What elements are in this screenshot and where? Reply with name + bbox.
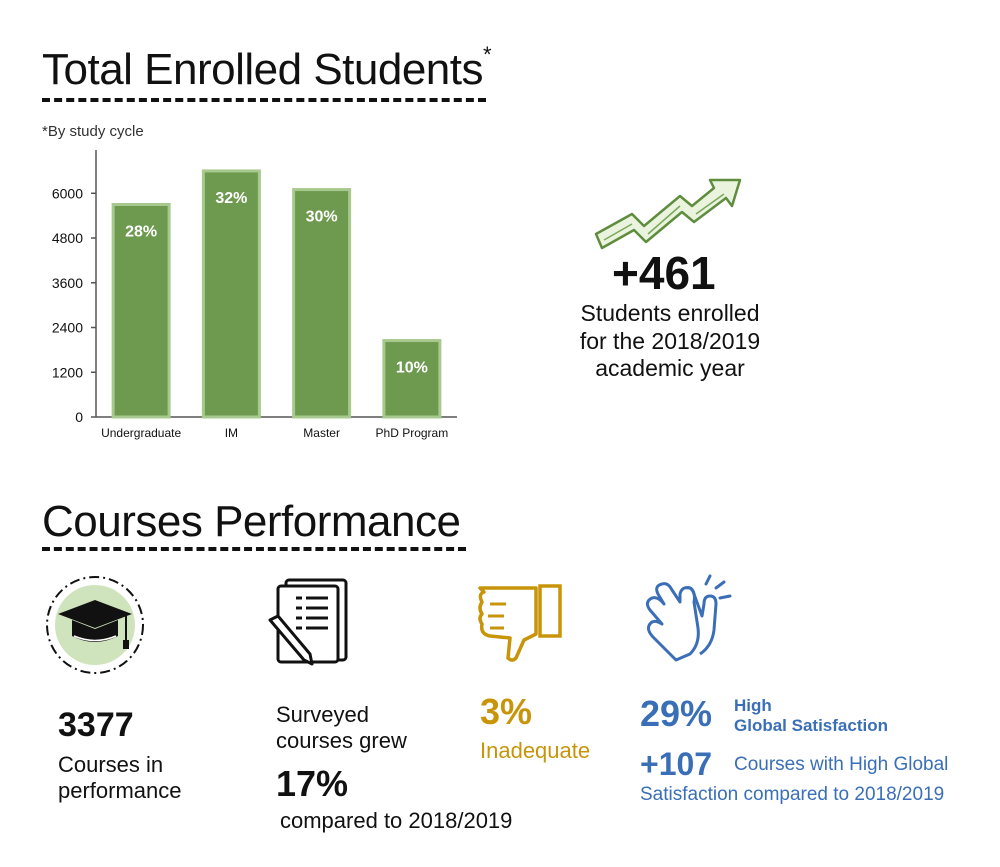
enrolled-title-divider (42, 98, 486, 102)
increase-line-1: Students enrolled (580, 300, 760, 326)
y-tick-label: 2400 (51, 319, 83, 336)
bar-data-label: 10% (395, 359, 428, 377)
enrolled-title-mark: * (483, 42, 492, 67)
increase-description (560, 300, 780, 383)
satisfaction-label-1: High (734, 696, 772, 715)
thumbs-down-icon (476, 582, 566, 666)
inadequate-label: Inadequate (480, 738, 591, 763)
courses-total-line-1: Courses in (58, 752, 164, 777)
satisfaction-label-2: Global Satisfaction (734, 716, 888, 736)
y-tick-label: 1200 (51, 364, 83, 381)
increase-line-2: for the 2018/2019 (579, 327, 761, 354)
y-tick-label: 0 (75, 409, 83, 425)
inadequate-value: 3% (480, 691, 533, 732)
y-tick-label: 4800 (51, 230, 83, 247)
y-tick-label: 3600 (51, 274, 83, 291)
surveyed-comparison: compared to 2018/2019 (280, 808, 513, 833)
increase-value: +461 (612, 247, 716, 299)
bar-data-label: 30% (305, 208, 338, 226)
courses-title-divider (42, 547, 466, 551)
document-pen-icon (264, 574, 360, 666)
satisfaction-increase-value: +107 (640, 746, 713, 782)
x-tick-label: Undergraduate (101, 426, 182, 440)
bar (384, 341, 440, 417)
satisfaction-increase-line-2: Satisfaction compared to 2018/2019 (640, 784, 945, 805)
satisfaction-value: 29% (640, 693, 713, 734)
bar-data-label: 28% (125, 223, 158, 241)
courses-total-description (58, 752, 182, 805)
enrolled-title-text: Total Enrolled Students (42, 45, 484, 94)
bar-data-label: 32% (215, 189, 248, 207)
y-tick-label: 6000 (51, 185, 83, 202)
surveyed-value: 17% (276, 763, 349, 804)
bar (203, 171, 259, 417)
enrollment-bar-chart (0, 140, 480, 450)
increase-line-3: academic year (595, 355, 745, 382)
surveyed-description (276, 702, 407, 755)
x-tick-label: PhD Program (375, 426, 449, 440)
surveyed-line-1: Surveyed (276, 702, 369, 727)
courses-total-value: 3377 (58, 706, 134, 744)
trend-arrow-icon (592, 176, 744, 254)
x-tick-label: Master (303, 426, 340, 440)
graduation-cap-icon (44, 574, 146, 676)
surveyed-line-2: courses grew (276, 728, 407, 754)
satisfaction-label (734, 696, 888, 737)
enrolled-title (42, 42, 492, 94)
satisfaction-increase-line-1: Courses with High Global (734, 754, 949, 775)
chart-note: *By study cycle (42, 123, 144, 140)
clapping-hands-icon (636, 574, 736, 666)
courses-total-line-2: performance (58, 778, 182, 804)
courses-title: Courses Performance (42, 497, 461, 546)
x-tick-label: IM (224, 426, 239, 440)
